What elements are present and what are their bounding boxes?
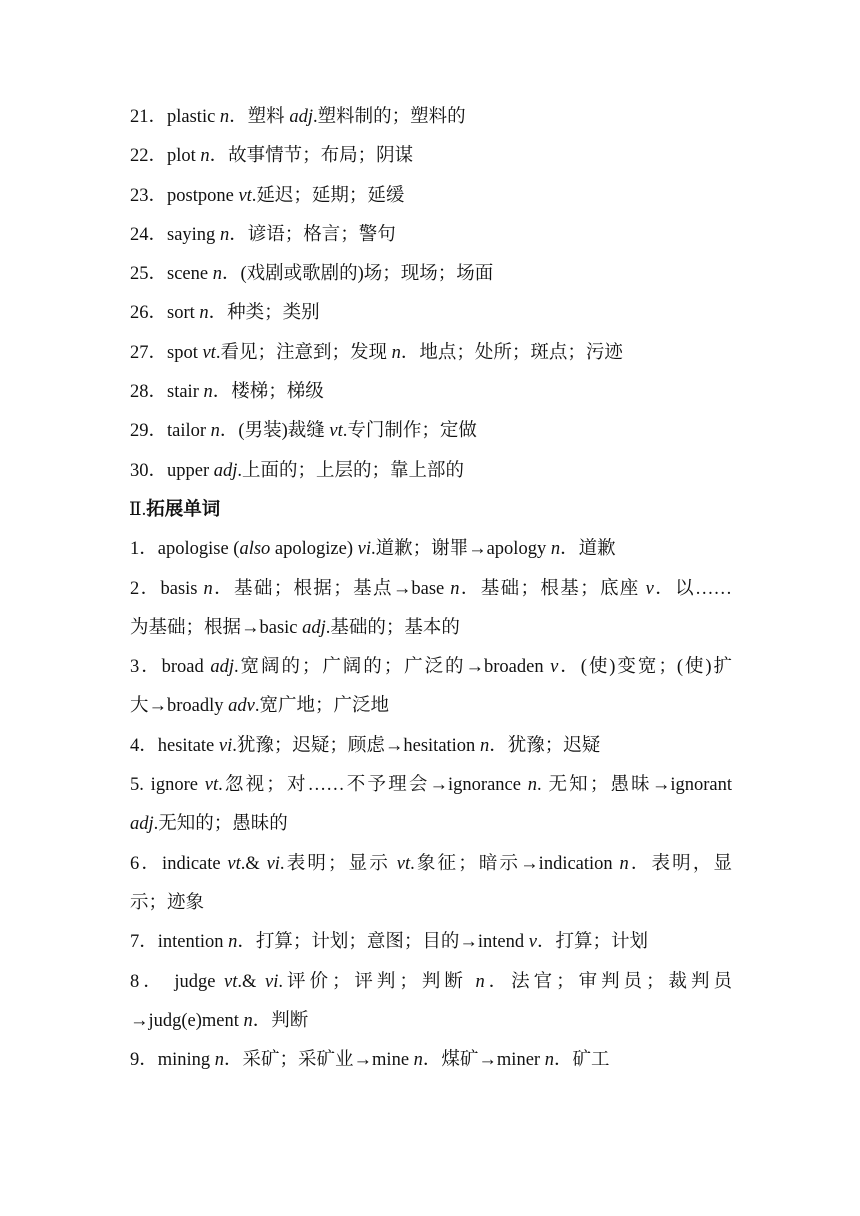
extended-entry-5-line-1: 5. ignore vt.忽视；对……不予理会→ignorance n. 无知；愚昧→ignorant: [130, 775, 733, 796]
extended-entry-6-line-1: 6．indicate vt.& vi.表明；显示 vt.象征；暗示→indication n．表明，显: [130, 853, 732, 874]
section-title: 拓展单词: [146, 499, 221, 520]
extended-entry-1: 1．apologise (also apologize) vi.道歉；谢罪→apology n．道歉: [130, 539, 616, 560]
extended-entry-7: 7．intention n．打算；计划；意图；目的→intend v．打算；计划: [130, 932, 649, 953]
extended-entry-2-line-2: 为基础；根据→basic adj.基础的；基本的: [130, 617, 460, 638]
extended-entry-6-line-2: 示；迹象: [130, 892, 205, 913]
section-heading: [129, 491, 732, 530]
vocab-entry-28: 28．stair n．楼梯；梯级: [130, 382, 324, 403]
vocab-entry-30: 30．upper adj.上面的；上层的；靠上部的: [130, 460, 465, 481]
document-page: [130, 98, 732, 1080]
extended-entry-5-line-2: adj.无知的；愚昧的: [130, 814, 288, 835]
extended-entry-8-line-2: →judg(e)ment n．判断: [130, 1010, 309, 1031]
vocab-entry-23: 23．postpone vt.延迟；延期；延缓: [130, 185, 405, 206]
extended-entry-3-line-2: 大→broadly adv.宽广地；广泛地: [130, 696, 389, 717]
extended-entry-2-line-1: 2．basis n．基础；根据；基点→base n．基础；根基；底座 v．以……: [130, 578, 732, 599]
vocab-entry-22: 22．plot n．故事情节；布局；阴谋: [130, 146, 414, 167]
extended-entry-4: 4．hesitate vi.犹豫；迟疑；顾虑→hesitation n．犹豫；迟疑: [130, 735, 601, 756]
extended-entry-3-line-1: 3．broad adj.宽阔的；广阔的；广泛的→broaden v．(使)变宽；(使)扩: [130, 657, 732, 678]
extended-entry-8-line-1: 8． judge vt.& vi.评价；评判；判断 n．法官；审判员；裁判员: [130, 971, 732, 992]
vocab-entry-27: 27．spot vt.看见；注意到；发现 n．地点；处所；斑点；污迹: [130, 342, 623, 363]
vocab-entry-21: 21．plastic n．塑料 adj.塑料制的；塑料的: [130, 107, 466, 127]
vocab-entry-26: 26．sort n．种类；类别: [130, 303, 320, 324]
vocab-entry-29: 29．tailor n．(男装)裁缝 vt.专门制作；定做: [130, 421, 477, 442]
section-numeral: Ⅱ.: [129, 499, 147, 520]
vocab-entry-25: 25．scene n．(戏剧或歌剧的)场；现场；场面: [130, 264, 494, 285]
vocab-entry-24: 24．saying n．谚语；格言；警句: [130, 224, 396, 245]
extended-entry-9: 9．mining n．采矿；采矿业→mine n．煤矿→miner n．矿工: [130, 1050, 610, 1071]
